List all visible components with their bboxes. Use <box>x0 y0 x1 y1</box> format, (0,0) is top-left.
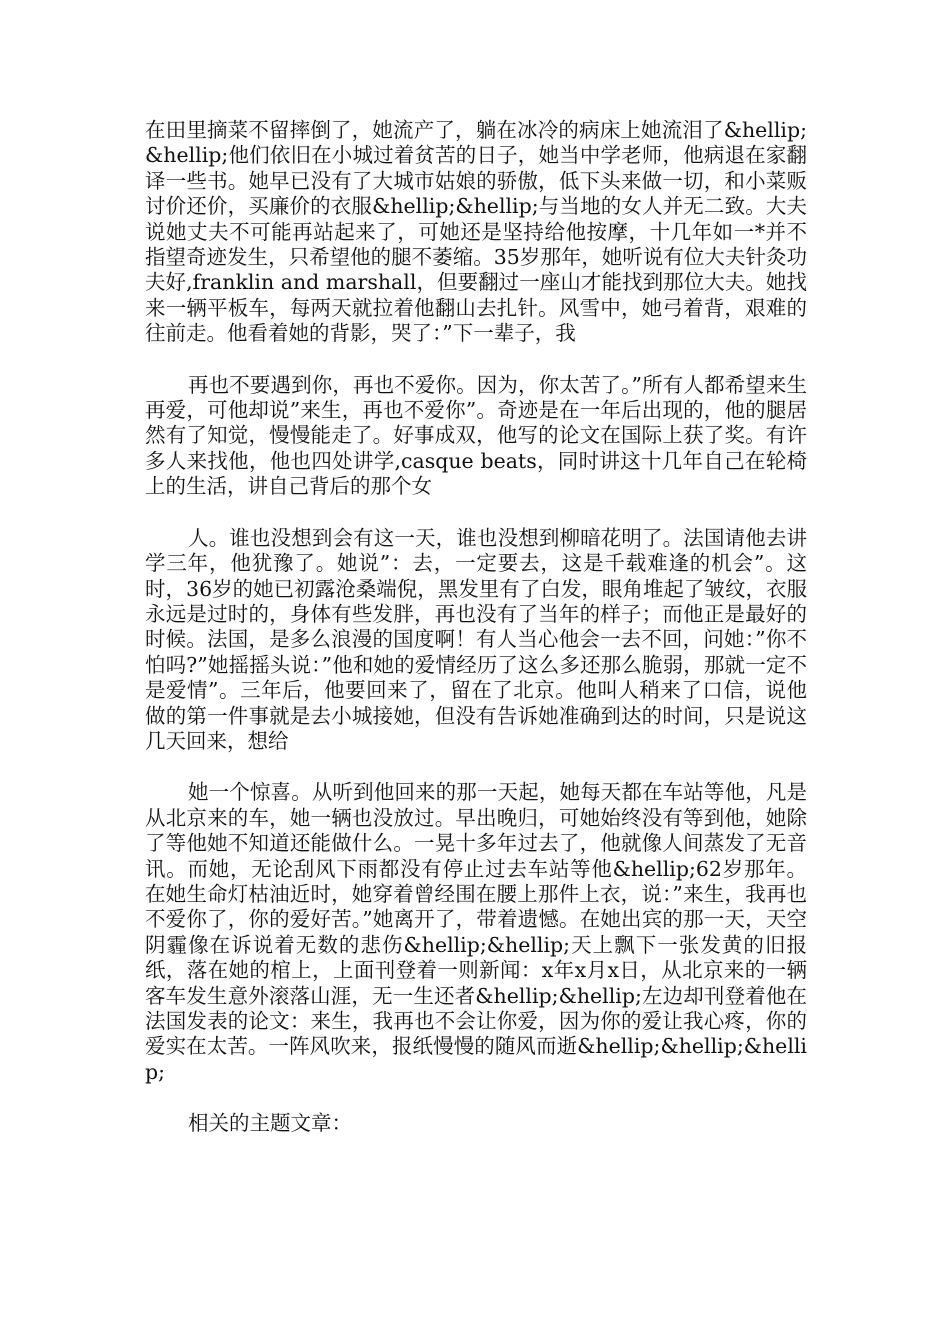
paragraph-3: 人。谁也没想到会有这一天，谁也没想到柳暗花明了。法国请他去讲学三年，他犹豫了。她说”：去，一定要去，这是千载难逢的机会”。这时，36岁的她已初露沧桑端倪，黑发里有了白发，眼角堆起了皱纹，衣服永远是过时的，身体有些发胖，再也没有了当年的样子；而他正是最好的时候。法国，是多么浪漫的国度啊！有人当心他会一去不回，问她：”你不怕吗?”她摇摇头说：”他和她的爱情经历了这么多还那么脆弱，那就一定不是爱情”。三年后，他要回来了，留在了北京。他叫人稍来了口信，说他做的第一件事就是去小城接她，但没有告诉她准确到达的时间，只是说这几天回来，想给 <box>145 525 807 753</box>
paragraph-gap <box>145 347 807 373</box>
paragraph-gap <box>145 754 807 780</box>
paragraph-gap <box>145 500 807 526</box>
paragraph-gap <box>145 1085 807 1111</box>
paragraph-4: 她一个惊喜。从听到他回来的那一天起，她每天都在车站等他，凡是从北京来的车，她一辆也没放过。早出晚归，可她始终没有等到他，她除了等他她不知道还能做什么。一晃十多年过去了，他就像人间蒸发了无音讯。而她，无论刮风下雨都没有停止过去车站等他&hellip;62岁那年。在她生命灯枯油近时，她穿着曾经围在腰上那件上衣，说：”来生，我再也不爱你了，你的爱好苦。”她离开了，带着遗憾。在她出宾的那一天，天空阴霾像在诉说着无数的悲伤&hellip;&hellip;天上飘下一张发黄的旧报纸，落在她的棺上，上面刊登着一则新闻：x年x月x日，从北京来的一辆客车发生意外滚落山涯，无一生还者&hellip;&hellip;左边却刊登着他在法国发表的论文：来生，我再也不会让你爱，因为你的爱让我心疼，你的爱实在太苦。一阵风吹来，报纸慢慢的随风而逝&hellip;&hellip;&hellip; <box>145 780 807 1084</box>
document-body <box>145 118 807 1137</box>
related-articles-heading: 相关的主题文章： <box>188 1111 352 1136</box>
paragraph-2: 再也不要遇到你，再也不爱你。因为，你太苦了。”所有人都希望来生再爱，可他却说”来生，再也不爱你”。奇迹是在一年后出现的，他的腿居然有了知觉，慢慢能走了。好事成双，他写的论文在国际上获了奖。有许多人来找他，他也四处讲学,casque beats，同时讲这十几年自己在轮椅上的生活，讲自己背后的那个女 <box>145 372 807 499</box>
paragraph-1: 在田里摘菜不留摔倒了，她流产了，躺在冰冷的病床上她流泪了&hellip;&hellip;他们依旧在小城过着贫苦的日子，她当中学老师，他病退在家翻译一些书。她早已没有了大城市姑娘的骄傲，低下头来做一切，和小菜贩讨价还价，买廉价的衣服&hellip;&hellip;与当地的女人并无二致。大夫说她丈夫不可能再站起来了，可她还是坚持给他按摩，十几年如一*并不指望奇迹发生，只希望他的腿不萎缩。35岁那年，她听说有位大夫针灸功夫好,franklin and marshall，但要翻过一座山才能找到那位大夫。她找来一辆平板车，每两天就拉着他翻山去扎针。风雪中，她弓着背，艰难的往前走。他看着她的背影，哭了：”下一辈子，我 <box>145 118 807 346</box>
